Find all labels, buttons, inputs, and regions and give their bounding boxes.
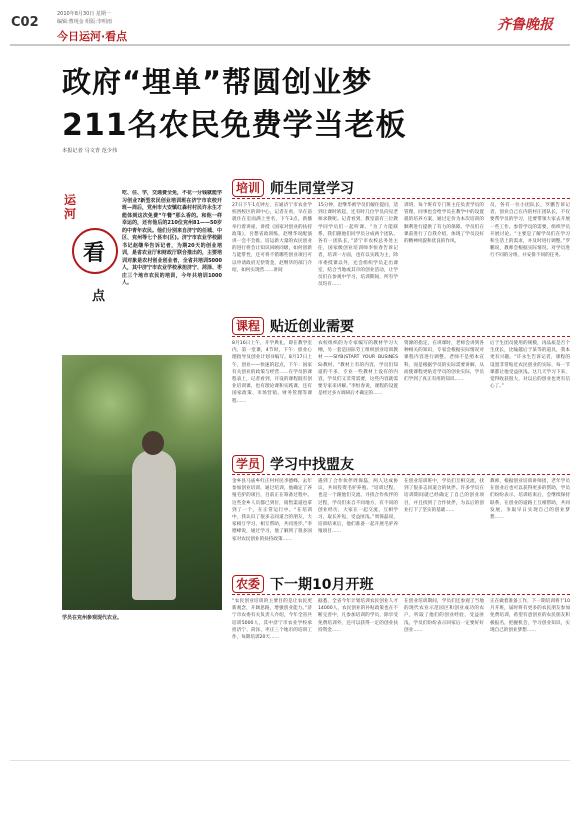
section-study-rule: [232, 474, 570, 475]
section-next-col4: 正在做着准备工作，下一期培训将于10月开班，届时将有更多的农民朋友参加免费培训，希望有意创业的农民朋友积极报名，把握机会，学习创业知识，实现自己的创业梦想……: [490, 599, 570, 633]
section-course-heading: [232, 316, 354, 336]
section-study-col3: 在创业培训班中，学员们互相交流，找到了很多志同道合的伙伴。许多学员在培训期间就已经确定了自己的创业项目，并且找到了合作伙伴，为以后的创业打下了坚实的基础……: [404, 479, 484, 513]
section-study-col4: 教师，根据创业培训讲师团，老年学员在创业后也可以获得更多的帮助，学员们纷纷表示，培训结束后，会继续保持联系，在创业的道路上互相帮助，共同发展，争取早日实现自己的创业梦想……: [490, 479, 570, 521]
section-study-heading: [232, 454, 354, 474]
lead-badge-mid: 看: [83, 241, 106, 266]
photo-person-head: [142, 431, 164, 455]
paper-name-logo: 齐鲁晚报: [497, 17, 553, 33]
section-course-col2: 农校组织的为专家编写的教材学习大纲，另一套是国际劳工组织创业培训教材——SIYB(START YOUR BUSINESS)教材。“教材上有的内容，学员们知道的不多，专业一些教材上没有的内容，学员们又非常需要，这些内容就需要专家来讲解。”李恒春说，课程的设置是经过多方调研后才确定的……: [318, 341, 398, 397]
lead-badge-top: 运河: [64, 193, 77, 221]
news-photo: [62, 355, 222, 610]
lead-paragraph: 吃、住、学，交通费全免，不花一分钱就能学习创业?新型农民创业培训班在济宁市农校开班—周后，党州市大安镇红森村村民许永生才能体到这次免费“午餐”那么香的。和他一样幸运的，还有他后的210位兖州81——50岁的中青年农民。他们分别来自济宁的任城、中区、兖州等七个县市(区)。济宁市农业学校副书记赵继华告诉记者，为期20天的创业培训，是省农业厅和财政厅联合推出的，主要培训对象是农村创业创业者，全省共培训5000人，其中济宁市农业学校承担济宁、菏泽、枣庄三个地市农民的培训，今年共培训1000人。: [122, 190, 222, 286]
page-number: C02: [11, 15, 39, 30]
date-line: 2010年8月30日 星期一: [57, 11, 111, 17]
section-next-col1: “农民创业培训的主要目的是让农民更新观念，开阔思路，增强创业能力。”济宁市农委有关负责人介绍，今年全省共培训5000人，其中济宁市农业学校承担济宁、菏泽、枣庄三个地市的培训工作，每期培训20天……: [232, 599, 312, 641]
section-study-title: 学习中找盟友: [270, 457, 355, 473]
section-training-heading: [232, 178, 354, 198]
section-course-col3: 资源的指定，在讲课时，老师会讲到各种相关的知识，专家会根据实际情况对课程内容进行调整。老师不是照本宣科，而是根据学员的实际需要讲解，从而使课程更贴近学员的创业实际，学员们学到了真正有用的知识……: [404, 341, 484, 383]
section-training-col2: 15分钟，赵继华被学员们解住提问，适到让课时转起，还有时几位学员向见老师求教呢。记者看到，教室前有三位教学同学员们一起听课。“为了力能联系，我们跟他们同学员分成两个团队，各有一团队长，”济宁市农校总务处主任，国家级创业培训师李恒春告诉记者，培训一方面，也有以实践为主，除市委授课以外，还会组织学员走出课室，结合当地或其市的创业活动，让学员们在参观中学习，培训期间，所有学员均有……: [318, 203, 398, 288]
section-training-tag: 培训: [232, 179, 264, 197]
section-course-title: 贴近创业需要: [270, 319, 355, 335]
headline-line-2: 211名农民免费学当老板: [62, 108, 407, 143]
section-study-col1: 金乡县马庙乡红庄村村民李德峰，去年参加创业培训，通过培训，他确定了养殖毛驴的项目，目前正在筹备过程中。这些金乡人员都已到位，销售渠道也拿到了一个，在正常运行中。“在培训中，我认识了很多志同道合的朋友，大家相互学习、相互帮助，共同进步。”李德峰说，通过学习，他了解到了很多国家对农民创业的扶持政策……: [232, 479, 312, 542]
photo-person: [132, 450, 176, 600]
lead-badge: [62, 193, 120, 333]
section-study-tag: 学员: [232, 455, 264, 473]
lead-badge-circle: [72, 228, 118, 274]
editors-line: 编辑:曹现金 组版:李明雨: [57, 19, 112, 25]
section-next-tag: 农委: [232, 575, 264, 593]
section-training-col1: 27日下午1点钟左，在通济宁市农业学校西校区的训中心，记者在看，早在前就住在室而满上坐名，下午3点，新播举行着讲座，讲授《国家对创业的扶持政策》，吾想省政训练，赵继华说配演讲一会不会推。培运新大量的农民创业的进行将会让知识回顾同级，如何创新与能带性，还可将不错哪些创业项目可以申请政府无偿资金，赵继华的部门介绍，如何实现营……讲间: [232, 203, 312, 273]
section-next-col2: 据悉，全省今年计划培训农民创业人才14000人，农民创业的补贴政策也在不断完善中，凡参加培训的学员，除享受免费培训外，还可以获得一定的创业扶持资金……: [318, 599, 398, 633]
section-training-rule: [232, 198, 570, 199]
byline: 本报记者 马文青 范少伟: [62, 148, 118, 154]
headline-line-1: 政府“埋单”帮圆创业梦: [62, 65, 373, 99]
section-study-col2: 遇到了合作伙伴周保磊，两人达成协议，共同投资毛驴养殖。“培训过程，也是一个跟他们交流、寻找合作伙伴的过程，学员们来自不同地方，有不同的创业经历，大家在一起交流，互相学习，取长补短，受益匪浅。”周保磊说，培训结束后，他们准备一起开展毛驴养殖项目……: [318, 479, 398, 535]
section-training-col3: 训班，每个班有专门班主任负责学员的管理，同事也会给学员在教学中的设置就的培养方案，通过定价为本次培训的顺利进行提供了有力的保障。学员们在课前进行了自我介绍，体现了学员良好的精神风貌和优良的作风。: [404, 203, 484, 245]
photo-caption: 学员在兖州参观现代农业。: [62, 615, 123, 621]
section-next-col3: 在创业培训期间，学员们还参观了当地的现代农业示范园区和创业成功的农户，听取了他们的创业经验，受益匪浅，学员们纷纷表示回家后一定要好好创业……: [404, 599, 484, 633]
section-course-tag: 课程: [232, 317, 264, 335]
section-course-col4: 后于生团员使用的规模，再品质是否个生优长，比喻越后于某等的道具，我本更有兴趣。“许永生告诉记者，课程的设置非常贴近农民创业的实际，每一节课都让他受益匪浅。这几天学习下来，觉得收获很大，对以后的创业也更有信心了。”: [490, 341, 570, 390]
section-course-rule: [232, 336, 570, 337]
section-next-heading: [232, 574, 374, 594]
section-title: 今日运河·看点: [57, 30, 128, 43]
section-next-rule: [232, 594, 570, 595]
section-training-col4: 员，各有一位小团队长，罗鹏告诉记者，创业自己在内的村庄团队长，不仅要帮学员的学习，还要带领大家去开展一些工作。参管学员的需要，组织学员开展讨论。“主要是了解学员们在学习和生活上的需求，并及时进行调整。”罗鹏说，教师会根据实际情况，对学员进行不同的分组，并安排不同的任务。: [490, 203, 570, 259]
footer-divider: [10, 760, 570, 761]
section-training-title: 师生同堂学习: [270, 181, 355, 197]
section-course-col1: 8月16日上午，开学典礼，即在教学室内，第一堂课，4节时，下午：创业心理指导及创业计划书编写。8月17日上午，创业——快速的起点，下午：国家有关创业的政策与经营……在学员的课程表上，记者看到，开设的课程既有创业培训课，也有理论课和实践课，还有国家政策、市场营销、财务管理等课程……: [232, 341, 312, 404]
section-next-title: 下一期10月开班: [270, 577, 374, 593]
header-divider: [10, 44, 570, 46]
lead-badge-bot: 点: [92, 289, 106, 304]
